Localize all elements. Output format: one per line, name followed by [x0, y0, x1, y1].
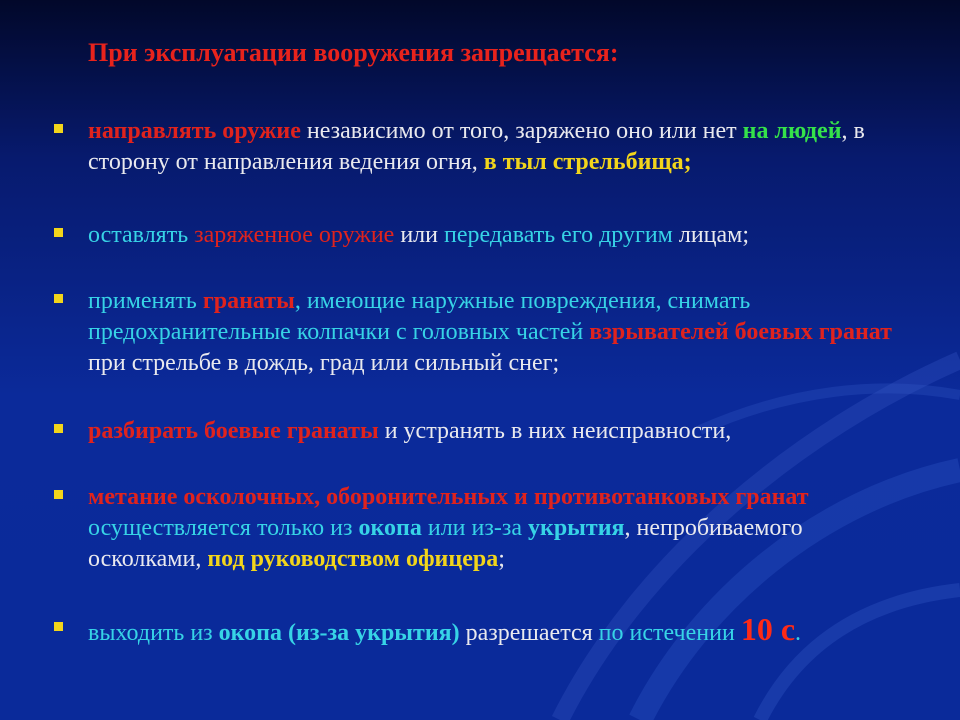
- list-item: метание осколочных, оборонительных и противотанковых гранат осуществляется только из окопа или из-за укрытия, непробиваемого осколками, под руководством офицера;: [88, 482, 918, 575]
- list-item: разбирать боевые гранаты и устранять в них неисправности,: [88, 416, 918, 447]
- bullet-square-icon: [54, 622, 63, 631]
- list-item: оставлять заряженное оружие или передавать его другим лицам;: [88, 220, 918, 251]
- slide-title: При эксплуатации вооружения запрещается:: [88, 38, 619, 67]
- bullet-square-icon: [54, 294, 63, 303]
- bullet-square-icon: [54, 124, 63, 133]
- bullet-square-icon: [54, 490, 63, 499]
- list-item: выходить из окопа (из-за укрытия) разрешается по истечении 10 с.: [88, 614, 918, 649]
- list-item: направлять оружие независимо от того, заряжено оно или нет на людей, в сторону от направления ведения огня, в тыл стрельбища;: [88, 116, 918, 178]
- list-item: применять гранаты, имеющие наружные повреждения, снимать предохранительные колпачки с головных частей взрывателей боевых гранат при стрельбе в дождь, град или сильный снег;: [88, 286, 918, 379]
- bullet-square-icon: [54, 424, 63, 433]
- bullet-square-icon: [54, 228, 63, 237]
